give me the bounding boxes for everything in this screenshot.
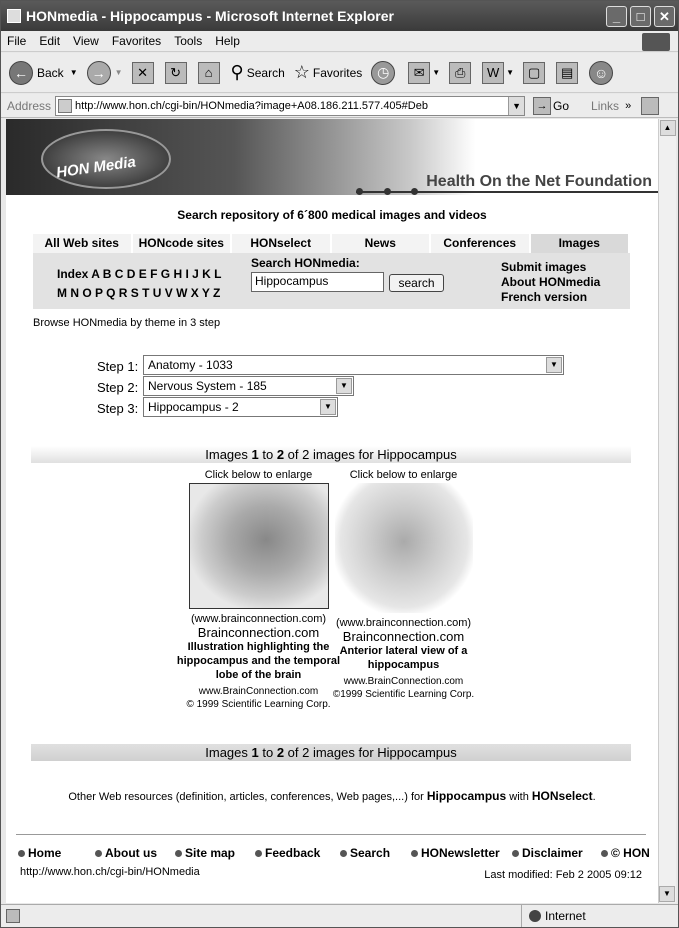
- bullet-icon: [175, 850, 182, 857]
- other-mid: with: [506, 791, 532, 803]
- bullet-icon: [601, 850, 608, 857]
- page-done-icon: [6, 909, 20, 923]
- search-input[interactable]: Hippocampus: [251, 272, 384, 292]
- discuss-button[interactable]: [523, 62, 547, 84]
- links-button[interactable]: Links: [591, 98, 620, 113]
- messenger-icon: ☺: [589, 61, 613, 85]
- copyright-holder: ©1999 Scientific Learning Corp.: [332, 689, 475, 700]
- home-button[interactable]: [198, 62, 222, 84]
- go-arrow-icon: →: [533, 97, 551, 115]
- step-2-label: Step 2:: [97, 380, 139, 395]
- results-pre: Images: [205, 745, 252, 760]
- bullet-icon: [255, 850, 262, 857]
- footer-link-label: Search: [350, 846, 391, 860]
- extension-icon[interactable]: [641, 97, 659, 115]
- tab-all-web-sites[interactable]: All Web sites: [33, 234, 133, 253]
- menu-edit[interactable]: Edit: [39, 34, 61, 48]
- image-description: Anterior lateral view of a hippocampus: [339, 645, 468, 671]
- address-bar: [1, 94, 678, 118]
- hippocampus-anterior-thumbnail[interactable]: [335, 483, 473, 613]
- footer-divider: [16, 834, 646, 835]
- search-submit-button[interactable]: search: [389, 274, 444, 292]
- brain-hippocampus-thumbnail[interactable]: [189, 483, 329, 609]
- search-button[interactable]: ⚲ Search: [230, 62, 285, 82]
- banner-dot: [356, 188, 363, 195]
- toolbar: [1, 53, 678, 93]
- footer-link-label: Disclaimer: [522, 846, 583, 860]
- results-summary-bottom: [31, 744, 631, 761]
- title-bar: [1, 1, 678, 31]
- results-from: 1: [251, 745, 259, 760]
- footer-hon-link[interactable]: [601, 846, 650, 860]
- star-icon: ☆: [293, 62, 310, 82]
- honmedia-logo[interactable]: HON Media: [55, 153, 137, 182]
- results-summary-top: [31, 446, 631, 463]
- footer-about-link[interactable]: [95, 846, 157, 860]
- address-url: http://www.hon.ch/cgi-bin/HONmedia?image+A08.186.211.577.405#Deb: [75, 99, 428, 112]
- repository-heading: Search repository of 6´800 medical images and videos: [177, 208, 487, 222]
- image-result-2: [321, 469, 486, 701]
- menu-tools[interactable]: Tools: [174, 34, 203, 48]
- step-3-label: Step 3:: [97, 401, 139, 416]
- results-to: 2: [276, 447, 285, 462]
- forward-button[interactable]: → ▼: [87, 61, 123, 85]
- footer-disclaimer-link[interactable]: [512, 846, 583, 860]
- banner-rule: [356, 191, 658, 193]
- step-2-value: Nervous System - 185: [148, 379, 267, 393]
- index-line-1[interactable]: Index A B C D E F G H I J K L: [57, 267, 222, 281]
- chevron-right-icon[interactable]: »: [625, 99, 632, 112]
- footer-search-link[interactable]: [340, 846, 390, 860]
- french-version-link[interactable]: French version: [501, 290, 588, 304]
- step-1-value: Anatomy - 1033: [148, 358, 233, 372]
- image-site-link[interactable]: Brainconnection.com: [197, 625, 320, 640]
- banner-dot: [411, 188, 418, 195]
- address-label: Address: [7, 98, 52, 113]
- back-button[interactable]: ← Back ▼: [9, 61, 78, 85]
- tab-honselect[interactable]: HONselect: [232, 234, 332, 253]
- chevron-down-icon: ▼: [546, 357, 562, 373]
- mail-button[interactable]: ✉ ▼: [408, 62, 440, 84]
- status-bar: [1, 904, 678, 927]
- step-1-select[interactable]: [143, 355, 564, 375]
- copyright-holder: © 1999 Scientific Learning Corp.: [186, 699, 331, 710]
- step-3-select[interactable]: [143, 397, 338, 417]
- search-icon: ⚲: [230, 62, 244, 82]
- bullet-icon: [18, 850, 25, 857]
- favorites-button[interactable]: ☆ Favorites: [293, 62, 363, 82]
- research-icon: ▤: [556, 62, 578, 84]
- ie-page-icon: [7, 9, 21, 23]
- bullet-icon: [95, 850, 102, 857]
- alphabet-index: [57, 265, 221, 303]
- footer-link-label: Site map: [185, 846, 236, 860]
- minimize-button[interactable]: _: [606, 6, 627, 27]
- refresh-button[interactable]: [165, 62, 189, 84]
- history-button[interactable]: [371, 61, 399, 85]
- click-to-enlarge-label: Click below to enlarge: [349, 469, 458, 481]
- forward-arrow-icon: →: [87, 61, 111, 85]
- bullet-icon: [512, 850, 519, 857]
- footer-link-label: About us: [105, 846, 157, 860]
- step-3-value: Hippocampus - 2: [148, 400, 239, 414]
- research-button[interactable]: [556, 62, 580, 84]
- image-copyright: [321, 675, 486, 701]
- results-to: 2: [276, 745, 285, 760]
- scroll-up-icon[interactable]: ▲: [660, 120, 676, 136]
- footer-newsletter-link[interactable]: [411, 846, 500, 860]
- menu-help[interactable]: Help: [215, 34, 240, 48]
- image-copyright: [176, 685, 341, 711]
- bullet-icon: [411, 850, 418, 857]
- browse-hint: Browse HONmedia by theme in 3 step: [33, 317, 221, 329]
- copyright-site: www.BrainConnection.com: [198, 686, 319, 697]
- address-dropdown-icon[interactable]: ▼: [508, 97, 524, 115]
- page-icon: [58, 99, 72, 113]
- footer-link-label: HONewsletter: [421, 846, 500, 860]
- maximize-button[interactable]: □: [630, 6, 651, 27]
- index-line-2[interactable]: M N O P Q R S T U V W X Y Z: [57, 286, 221, 300]
- footer-link-label: © HON: [611, 846, 650, 860]
- about-honmedia-link[interactable]: About HONmedia: [501, 275, 601, 289]
- bullet-icon: [340, 850, 347, 857]
- search-panel: [33, 253, 630, 309]
- step-1-label: Step 1:: [97, 359, 139, 374]
- results-post: of 2 images for Hippocampus: [284, 745, 457, 760]
- step-2-select[interactable]: [143, 376, 354, 396]
- click-to-enlarge-label: Click below to enlarge: [204, 469, 313, 481]
- globe-icon: [529, 910, 541, 922]
- go-button[interactable]: → Go: [533, 97, 569, 115]
- menu-bar: [1, 31, 678, 52]
- printer-icon: ⎙: [449, 62, 471, 84]
- image-source: (www.brainconnection.com): [335, 617, 472, 629]
- menu-view[interactable]: View: [73, 34, 99, 48]
- edit-button[interactable]: W ▼: [482, 62, 514, 84]
- image-source: (www.brainconnection.com): [190, 613, 327, 625]
- stop-button[interactable]: [132, 62, 156, 84]
- other-term-link[interactable]: Hippocampus: [426, 789, 507, 803]
- other-pre: Other Web resources (definition, articles, conferences, Web pages,...) for: [68, 791, 427, 803]
- honselect-link[interactable]: HONselect: [531, 789, 593, 803]
- chevron-down-icon: ▼: [320, 399, 336, 415]
- search-label: Search HONmedia:: [251, 256, 360, 270]
- foundation-name[interactable]: Health On the Net Foundation: [426, 173, 652, 190]
- results-to-word: to: [258, 745, 277, 760]
- vertical-scrollbar[interactable]: [658, 119, 676, 903]
- image-site-link[interactable]: Brainconnection.com: [342, 629, 465, 644]
- tab-news[interactable]: News: [332, 234, 432, 253]
- banner-dot: [384, 188, 391, 195]
- results-from: 1: [251, 447, 259, 462]
- results-to-word: to: [258, 447, 277, 462]
- tab-honcode-sites[interactable]: HONcode sites: [133, 234, 233, 253]
- footer-home-link[interactable]: [18, 846, 61, 860]
- hon-banner: [6, 119, 658, 195]
- word-icon: W: [482, 62, 504, 84]
- home-icon: ⌂: [198, 62, 220, 84]
- web-page: [6, 119, 658, 903]
- discuss-icon: ▢: [523, 62, 545, 84]
- mail-icon: ✉: [408, 62, 430, 84]
- chevron-down-icon: ▼: [336, 378, 352, 394]
- close-button[interactable]: ✕: [654, 6, 675, 27]
- stop-icon: ✕: [132, 62, 154, 84]
- window-title: HONmedia - Hippocampus - Microsoft Internet Explorer: [26, 8, 394, 24]
- windows-logo-icon: [642, 33, 670, 51]
- image-description: Illustration highlighting the hippocampus and the temporal lobe of the brain: [176, 641, 341, 681]
- address-input[interactable]: [55, 96, 525, 116]
- footer-link-label: Home: [28, 846, 62, 860]
- nav-tabs: [33, 234, 630, 253]
- menu-favorites[interactable]: Favorites: [111, 34, 162, 48]
- image-result-1: [176, 469, 341, 711]
- history-icon: ◷: [371, 61, 395, 85]
- results-pre: Images: [205, 447, 252, 462]
- menu-file[interactable]: File: [7, 34, 27, 48]
- copyright-site: www.BrainConnection.com: [343, 676, 464, 687]
- back-arrow-icon: ←: [9, 61, 33, 85]
- results-post: of 2 images for Hippocampus: [284, 447, 457, 462]
- security-zone: Internet: [545, 909, 586, 923]
- scroll-down-icon[interactable]: ▼: [659, 886, 675, 902]
- tab-images[interactable]: Images: [531, 234, 631, 253]
- footer-sitemap-link[interactable]: [175, 846, 235, 860]
- footer-feedback-link[interactable]: [255, 846, 320, 860]
- print-button[interactable]: [449, 62, 473, 84]
- messenger-button[interactable]: [589, 61, 617, 85]
- side-links: [501, 260, 600, 305]
- other-post: .: [592, 791, 596, 803]
- tab-conferences[interactable]: Conferences: [431, 234, 531, 253]
- refresh-icon: ↻: [165, 62, 187, 84]
- other-resources: [6, 789, 658, 803]
- submit-images-link[interactable]: Submit images: [501, 260, 587, 274]
- footer-link-label: Feedback: [265, 846, 321, 860]
- last-modified: Last modified: Feb 2 2005 09:12: [484, 869, 642, 881]
- footer-url: http://www.hon.ch/cgi-bin/HONmedia: [20, 866, 200, 878]
